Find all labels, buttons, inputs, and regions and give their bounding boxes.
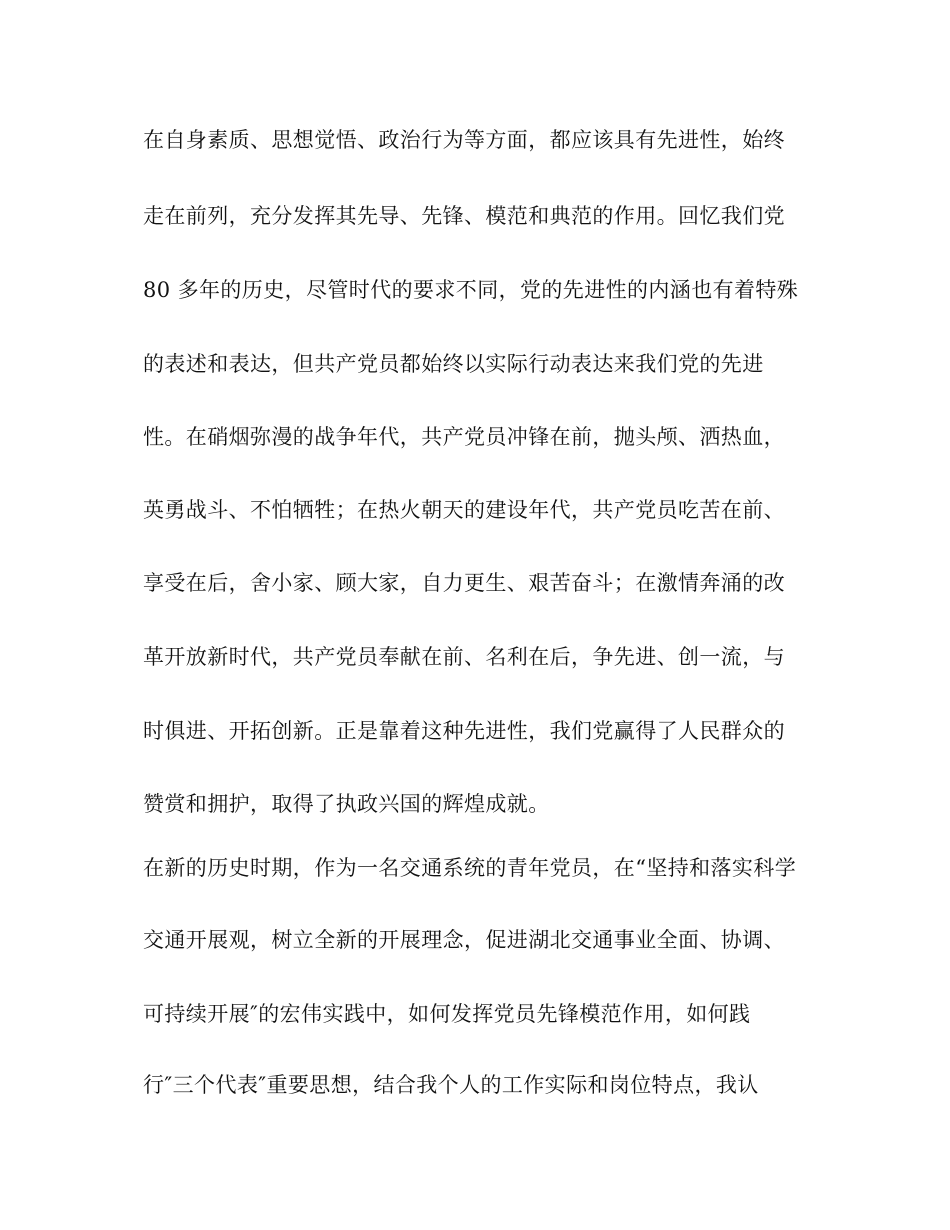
text-line: 时俱进、开拓创新。正是靠着这种先进性，我们党赢得了人民群众的 — [143, 719, 785, 743]
text-line: 走在前列，充分发挥其先导、先锋、模范和典范的作用。回忆我们党 — [143, 204, 785, 228]
text-line: 的表述和表达，但共产党员都始终以实际行动表达来我们党的先进 — [143, 352, 764, 376]
text-line: 赞赏和拥护，取得了执政兴国的辉煌成就。 — [143, 792, 550, 816]
text-line: 英勇战斗、不怕牺牲；在热火朝天的建设年代，共产党员吃苦在前、 — [143, 498, 785, 522]
text-line: 性。在硝烟弥漫的战争年代，共产党员冲锋在前，抛头颅、洒热血， — [143, 425, 785, 449]
text-line: 80 多年的历史，尽管时代的要求不同，党的先进性的内涵也有着特殊 — [143, 278, 799, 302]
text-line: 享受在后，舍小家、顾大家，自力更生、艰苦奋斗；在激情奔涌的改 — [143, 571, 785, 595]
text-line: 可持续开展″的宏伟实践中，如何发挥党员先锋模范作用，如何践 — [143, 1002, 751, 1026]
text-line: 交通开展观，树立全新的开展理念，促进湖北交通事业全面、协调、 — [143, 928, 785, 952]
text-line: 在自身素质、思想觉悟、政治行为等方面，都应该具有先进性，始终 — [143, 128, 785, 152]
text-line: 行″三个代表″重要思想，结合我个人的工作实际和岗位特点，我认 — [143, 1073, 759, 1097]
text-line: 革开放新时代，共产党员奉献在前、名利在后，争先进、创一流，与 — [143, 645, 785, 669]
text-line: 在新的历史时期，作为一名交通系统的青年党员，在“坚持和落实科学 — [143, 856, 797, 880]
